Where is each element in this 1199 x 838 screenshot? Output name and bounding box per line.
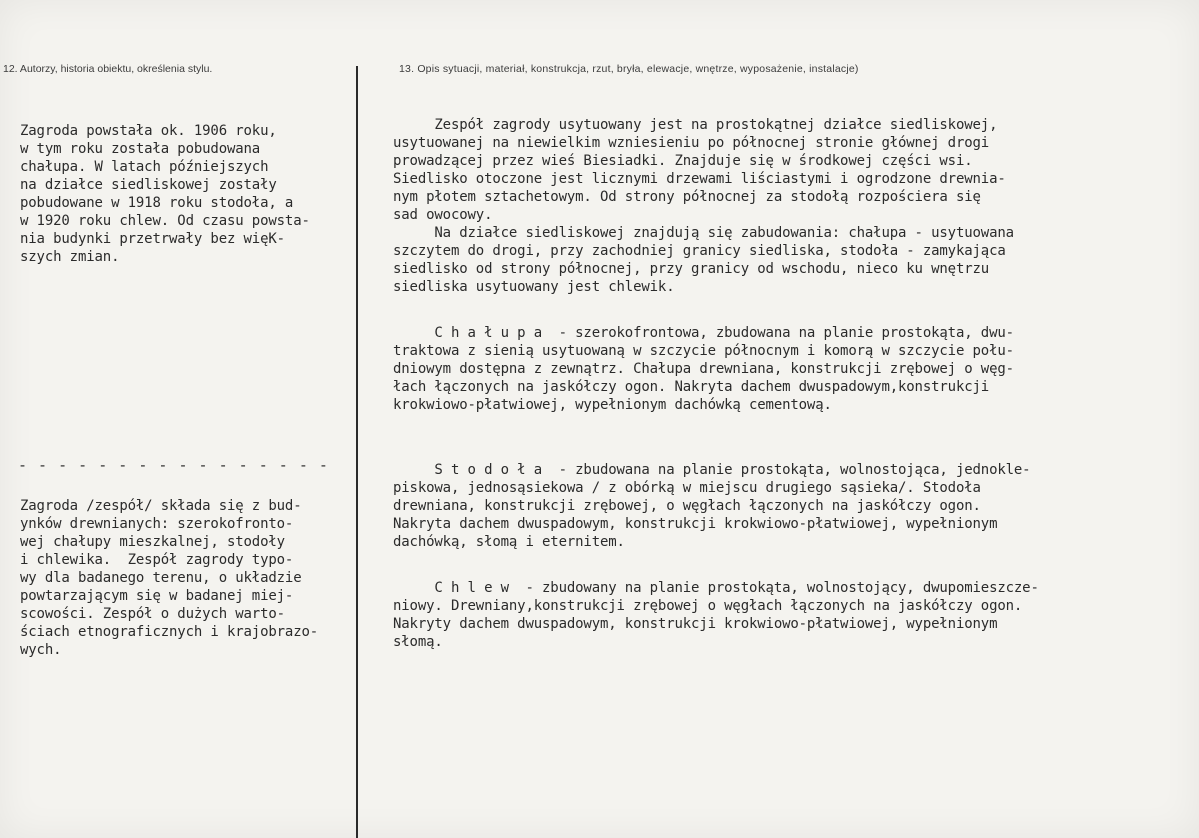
text-line: siedliska usytuowany jest chlewik. xyxy=(393,279,675,295)
text-line: nym płotem sztachetowym. Od strony północnej za stodołą rozpościera się xyxy=(393,189,981,205)
history-text xyxy=(20,122,310,266)
text-line: w tym roku została pobudowana xyxy=(20,141,261,157)
text-line: C h a ł u p a - szerokofrontowa, zbudowana na planie prostokąta, dwu- xyxy=(393,325,1014,341)
text-line: dachówką, słomą i eternitem. xyxy=(393,534,625,550)
text-line: Zespół zagrody usytuowany jest na prostokątnej działce siedliskowej, xyxy=(393,117,998,133)
section-12-header: 12. Autorzy, historia obiektu, określenia stylu. xyxy=(3,63,213,75)
text-line: ynków drewnianych: szerokofronto- xyxy=(20,516,294,532)
text-line: Zagroda /zespół/ składa się z bud- xyxy=(20,498,302,514)
text-line: Nakryta dachem dwuspadowym, konstrukcji krokwiowo-płatwiowej, wypełnionym xyxy=(393,516,998,532)
section-13-header: 13. Opis sytuacji, materiał, konstrukcja, rzut, bryła, elewacje, wnętrze, wyposażenie, instalacje) xyxy=(399,63,859,75)
ensemble-text xyxy=(20,497,318,659)
text-line: scowości. Zespół o dużych warto- xyxy=(20,606,285,622)
text-line: i chlewika. Zespół zagrody typo- xyxy=(20,552,294,568)
text-line: ściach etnograficznych i krajobrazo- xyxy=(20,624,319,640)
text-line: S t o d o ł a - zbudowana na planie prostokąta, wolnostojąca, jednokle- xyxy=(393,462,1031,478)
text-line: wych. xyxy=(20,642,62,658)
text-line: Siedlisko otoczone jest licznymi drzewami liściastymi i ogrodzone drewnia- xyxy=(393,171,1006,187)
text-line: szych zmian. xyxy=(20,249,120,265)
text-line: powtarzającym się w badanej miej- xyxy=(20,588,294,604)
text-line: sad owocowy. xyxy=(393,207,493,223)
text-line: Na działce siedliskowej znajdują się zabudowania: chałupa - usytuowana xyxy=(393,225,1014,241)
text-line: nia budynki przetrwały bez więK- xyxy=(20,231,285,247)
text-line: Nakryty dachem dwuspadowym, konstrukcji krokwiowo-płatwiowej, wypełnionym xyxy=(393,616,998,632)
text-line: niowy. Drewniany,konstrukcji zrębowej o węgłach łączonych na jaskółczy ogon. xyxy=(393,598,1023,614)
text-line: usytuowanej na niewielkim wzniesieniu po północnej stronie głównej drogi xyxy=(393,135,990,151)
text-line: drewniana, konstrukcji zrębowej, o węgłach łączonych na jaskółczy ogon. xyxy=(393,498,981,514)
chlew-description xyxy=(393,579,1039,651)
text-line: Zagroda powstała ok. 1906 roku, xyxy=(20,123,277,139)
text-line: pobudowane w 1918 roku stodoła, a xyxy=(20,195,294,211)
dashed-separator: - - - - - - - - - - - - - - - - xyxy=(18,456,329,474)
text-line: traktowa z sienią usytuowaną w szczycie północnym i komorą w szczycie połu- xyxy=(393,343,1014,359)
text-line: siedlisko od strony północnej, przy granicy od wschodu, nieco ku wnętrzu xyxy=(393,261,990,277)
column-divider xyxy=(356,66,358,838)
text-line: krokwiowo-płatwiowej, wypełnionym dachówką cementową. xyxy=(393,397,832,413)
text-line: C h l e w - zbudowany na planie prostokąta, wolnostojący, dwupomieszcze- xyxy=(393,580,1039,596)
text-line: w 1920 roku chlew. Od czasu powsta- xyxy=(20,213,310,229)
text-line: na działce siedliskowej zostały xyxy=(20,177,277,193)
stodola-description xyxy=(393,461,1030,551)
chalupa-description xyxy=(393,324,1014,414)
text-line: wy dla badanego terenu, o układzie xyxy=(20,570,302,586)
situation-description xyxy=(393,116,1014,296)
text-line: dniowym dostępna z zewnątrz. Chałupa drewniana, konstrukcji zrębowej o węg- xyxy=(393,361,1014,377)
text-line: szczytem do drogi, przy zachodniej granicy siedliska, stodoła - zamykająca xyxy=(393,243,1006,259)
text-line: słomą. xyxy=(393,634,443,650)
text-line: chałupa. W latach późniejszych xyxy=(20,159,269,175)
text-line: prowadzącej przez wieś Biesiadki. Znajduje się w środkowej części wsi. xyxy=(393,153,973,169)
text-line: łach łączonych na jaskółczy ogon. Nakryta dachem dwuspadowym,konstrukcji xyxy=(393,379,990,395)
text-line: wej chałupy mieszkalnej, stodoły xyxy=(20,534,285,550)
text-line: piskowa, jednosąsiekowa / z obórką w miejscu drugiego sąsieka/. Stodoła xyxy=(393,480,981,496)
